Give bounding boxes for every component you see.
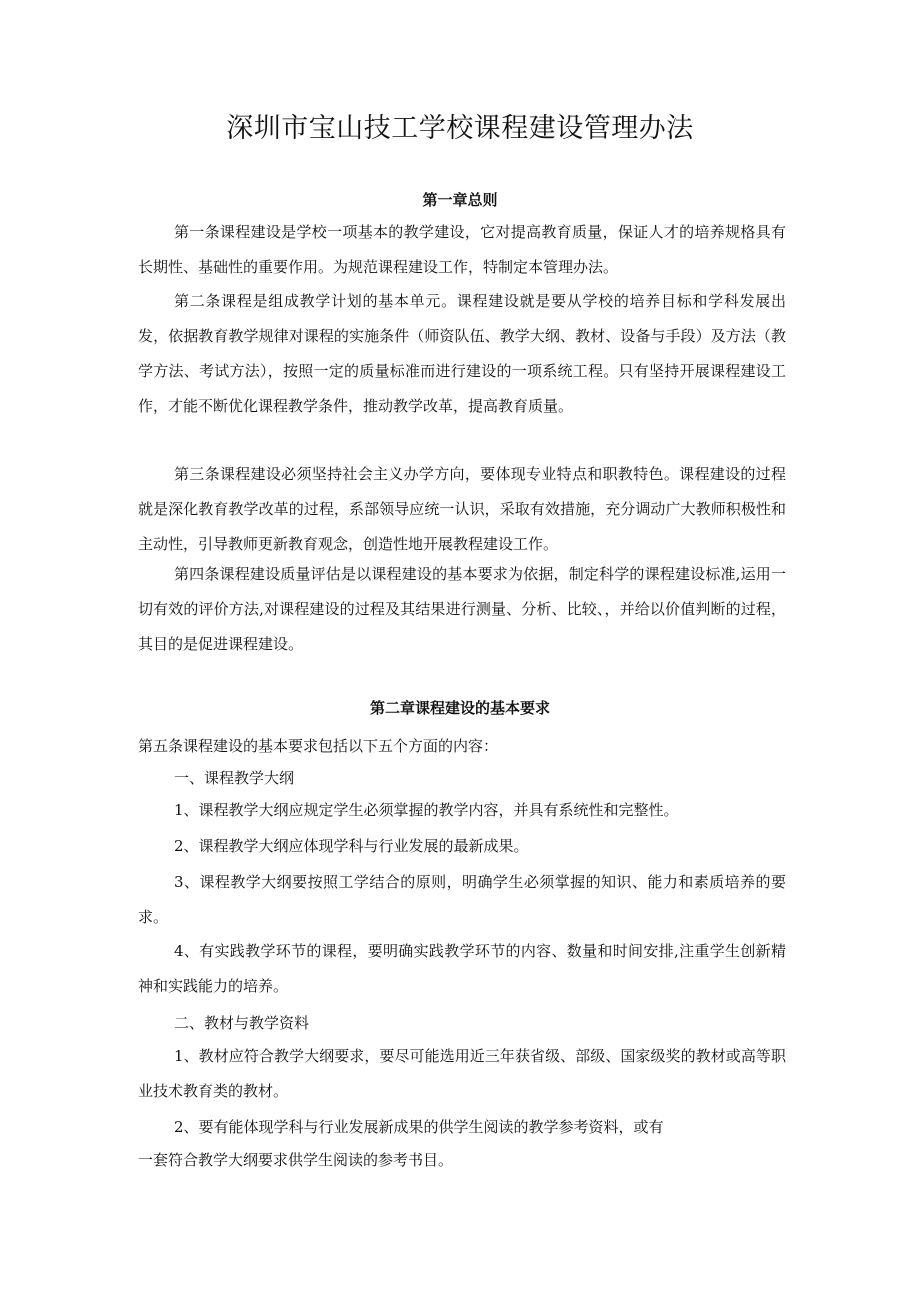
- section-1-item-3: 3、课程教学大纲要按照工学结合的原则，明确学生必须掌握的知识、能力和素质培养的要求。: [138, 873, 786, 926]
- article-1: 第一条课程建设是学校一项基本的教学建设，它对提高教育质量，保证人才的培养规格具有长期性、基础性的重要作用。为规范课程建设工作，特制定本管理办法。: [138, 223, 786, 276]
- section-1-item-2: 2、课程教学大纲应体现学科与行业发展的最新成果。: [174, 837, 529, 855]
- section-1-title: 一、课程教学大纲: [174, 769, 295, 787]
- chapter-2-heading: 第二章课程建设的基本要求: [369, 699, 550, 717]
- section-1-item-1: 1、课程教学大纲应规定学生必须掌握的教学内容，并具有系统性和完整性。: [174, 801, 679, 819]
- section-2-item-2-line-2: 一套符合教学大纲要求供学生阅读的参考书目。: [138, 1151, 454, 1169]
- section-2-item-1: 1、教材应符合教学大纲要求，要尽可能选用近三年获省级、部级、国家级奖的教材或高等职业技术教育类的教材。: [138, 1047, 786, 1100]
- article-3: 第三条课程建设必须坚持社会主义办学方向，要体现专业特点和职教特色。课程建设的过程就是深化教育教学改革的过程，系部领导应统一认识，采取有效措施，充分调动广大教师积极性和主动性，引导教师更新教育观念，创造性地开展教程建设工作。: [138, 465, 786, 553]
- article-2: 第二条课程是组成教学计划的基本单元。课程建设就是要从学校的培养目标和学科发展出发，依据教育教学规律对课程的实施条件（师资队伍、教学大纲、教材、设备与手段）及方法（教学方法、考试方法），按照一定的质量标准而进行建设的一项系统工程。只有坚持开展课程建设工作，才能不断优化课程教学条件，推动教学改革，提高教育质量。: [138, 292, 786, 415]
- article-4: 第四条课程建设质量评估是以课程建设的基本要求为依据，制定科学的课程建设标准,运用一切有效的评价方法,对课程建设的过程及其结果进行测量、分析、比较、，并给以价值判断的过程，其目的是促进课程建设。: [138, 565, 786, 653]
- document-title: 深圳市宝山技工学校课程建设管理办法: [226, 113, 694, 144]
- chapter-1-heading: 第一章总则: [422, 191, 498, 209]
- section-1-item-4: 4、有实践教学环节的课程，要明确实践教学环节的内容、数量和时间安排,注重学生创新精神和实践能力的培养。: [138, 942, 786, 995]
- article-5: 第五条课程建设的基本要求包括以下五个方面的内容：: [138, 737, 499, 755]
- section-2-item-2-line-1: 2、要有能体现学科与行业发展新成果的供学生阅读的教学参考资料，或有: [174, 1118, 664, 1136]
- section-2-title: 二、教材与教学资料: [174, 1014, 310, 1032]
